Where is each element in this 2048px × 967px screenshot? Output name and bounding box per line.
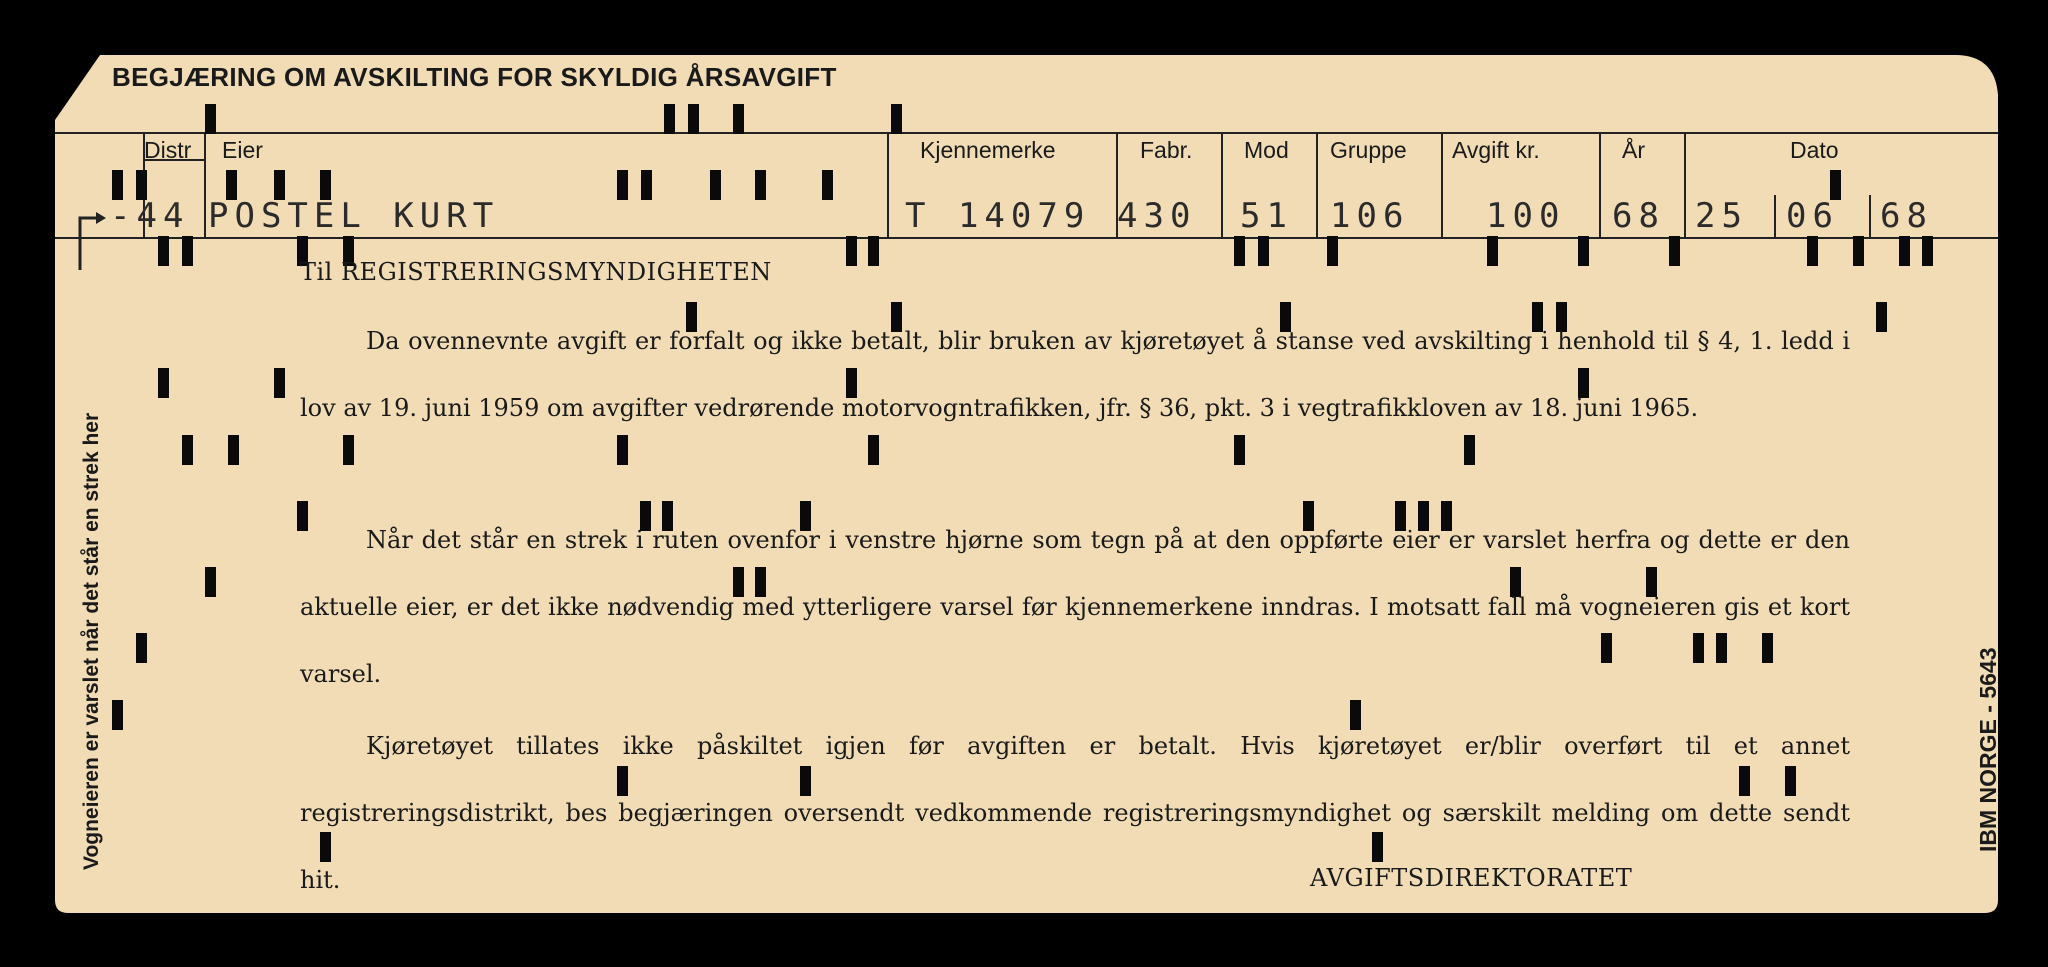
punch-mark (733, 104, 744, 134)
header-dato: Dato (1790, 137, 1839, 163)
salutation: Til REGISTRERINGSMYNDIGHETEN (300, 258, 772, 286)
value-distr: -44 (110, 196, 190, 236)
punch-mark (868, 236, 879, 266)
header-gruppe: Gruppe (1330, 137, 1407, 163)
header-ar: År (1622, 137, 1645, 163)
value-dato-year: 68 (1880, 196, 1933, 236)
value-kjennemerke: T 14079 (905, 196, 1091, 236)
punch-mark (822, 170, 833, 200)
punch-mark (182, 236, 193, 266)
punch-mark (664, 104, 675, 134)
punch-mark (205, 567, 216, 597)
paragraph-2: Når det står en strek i ruten ovenfor i venstre hjørne som tegn på at den oppførte eier er varslet herfra og dette er den aktuelle eier, er det ikke nødvendig med ytterligere varsel før kjennemerkene inndras. I motsatt fall må vogneieren gis et kort varsel. (300, 526, 1850, 688)
signature: AVGIFTSDIREKTORATET (1310, 864, 1633, 892)
punch-mark (688, 104, 699, 134)
paragraph-1: Da ovennevnte avgift er forfalt og ikke betalt, blir bruken av kjøretøyet å stanse ved avskilting i henhold til § 4, 1. ledd i lov av 19. juni 1959 om avgifter vedrørende motorvogntrafikken, jfr. § 36, pkt. 3 i vegtrafikkloven av 18. juni 1965. (300, 327, 1850, 422)
header-avgift: Avgift kr. (1452, 137, 1540, 163)
punch-mark (228, 435, 239, 465)
value-ar: 68 (1612, 196, 1665, 236)
value-gruppe: 106 (1330, 196, 1410, 236)
side-note: Vogneieren er varslet når det står en strek her (80, 412, 103, 870)
header-kjennemerke: Kjennemerke (920, 137, 1056, 163)
punch-mark (158, 236, 169, 266)
value-dato-month: 06 (1786, 196, 1839, 236)
header-eier: Eier (222, 137, 263, 163)
punch-mark (641, 170, 652, 200)
punch-mark (158, 368, 169, 398)
punch-mark (1899, 236, 1910, 266)
value-avgift: 100 (1486, 196, 1566, 236)
paragraph-3: Kjøretøyet tillates ikke påskiltet igjen før avgiften er betalt. Hvis kjøretøyet er/blir overført til et annet registreringsdistrikt, bes begjæringen oversendt vedkommende registreringsmyndighet og særskilt melding om dette sendt hit. (300, 732, 1850, 894)
value-eier: POSTEL KURT (208, 196, 500, 236)
punch-mark (136, 633, 147, 663)
punch-mark (617, 170, 628, 200)
header-mod: Mod (1244, 137, 1289, 163)
punch-mark (1234, 236, 1245, 266)
punch-mark (1327, 236, 1338, 266)
punch-mark (846, 236, 857, 266)
punch-mark (710, 170, 721, 200)
punch-mark (205, 104, 216, 134)
punch-mark (112, 700, 123, 730)
punch-mark (1922, 236, 1933, 266)
punch-mark (274, 368, 285, 398)
punch-mark (1853, 236, 1864, 266)
punch-mark (1258, 236, 1269, 266)
punch-mark (1876, 302, 1887, 332)
punch-mark (1578, 236, 1589, 266)
value-dato-day: 25 (1695, 196, 1748, 236)
card-code: IBM NORGE - 5643 (1975, 647, 2001, 852)
header-fabr: Fabr. (1140, 137, 1193, 163)
punch-mark (182, 435, 193, 465)
punch-mark (891, 104, 902, 134)
punch-mark (1669, 236, 1680, 266)
punch-mark (1807, 236, 1818, 266)
form-title: BEGJÆRING OM AVSKILTING FOR SKYLDIG ÅRSAVGIFT (112, 62, 837, 92)
punch-mark (755, 170, 766, 200)
punch-mark (1487, 236, 1498, 266)
header-distr: Distr (144, 137, 192, 163)
value-fabr: 430 (1117, 196, 1197, 236)
value-mod: 51 (1240, 196, 1293, 236)
